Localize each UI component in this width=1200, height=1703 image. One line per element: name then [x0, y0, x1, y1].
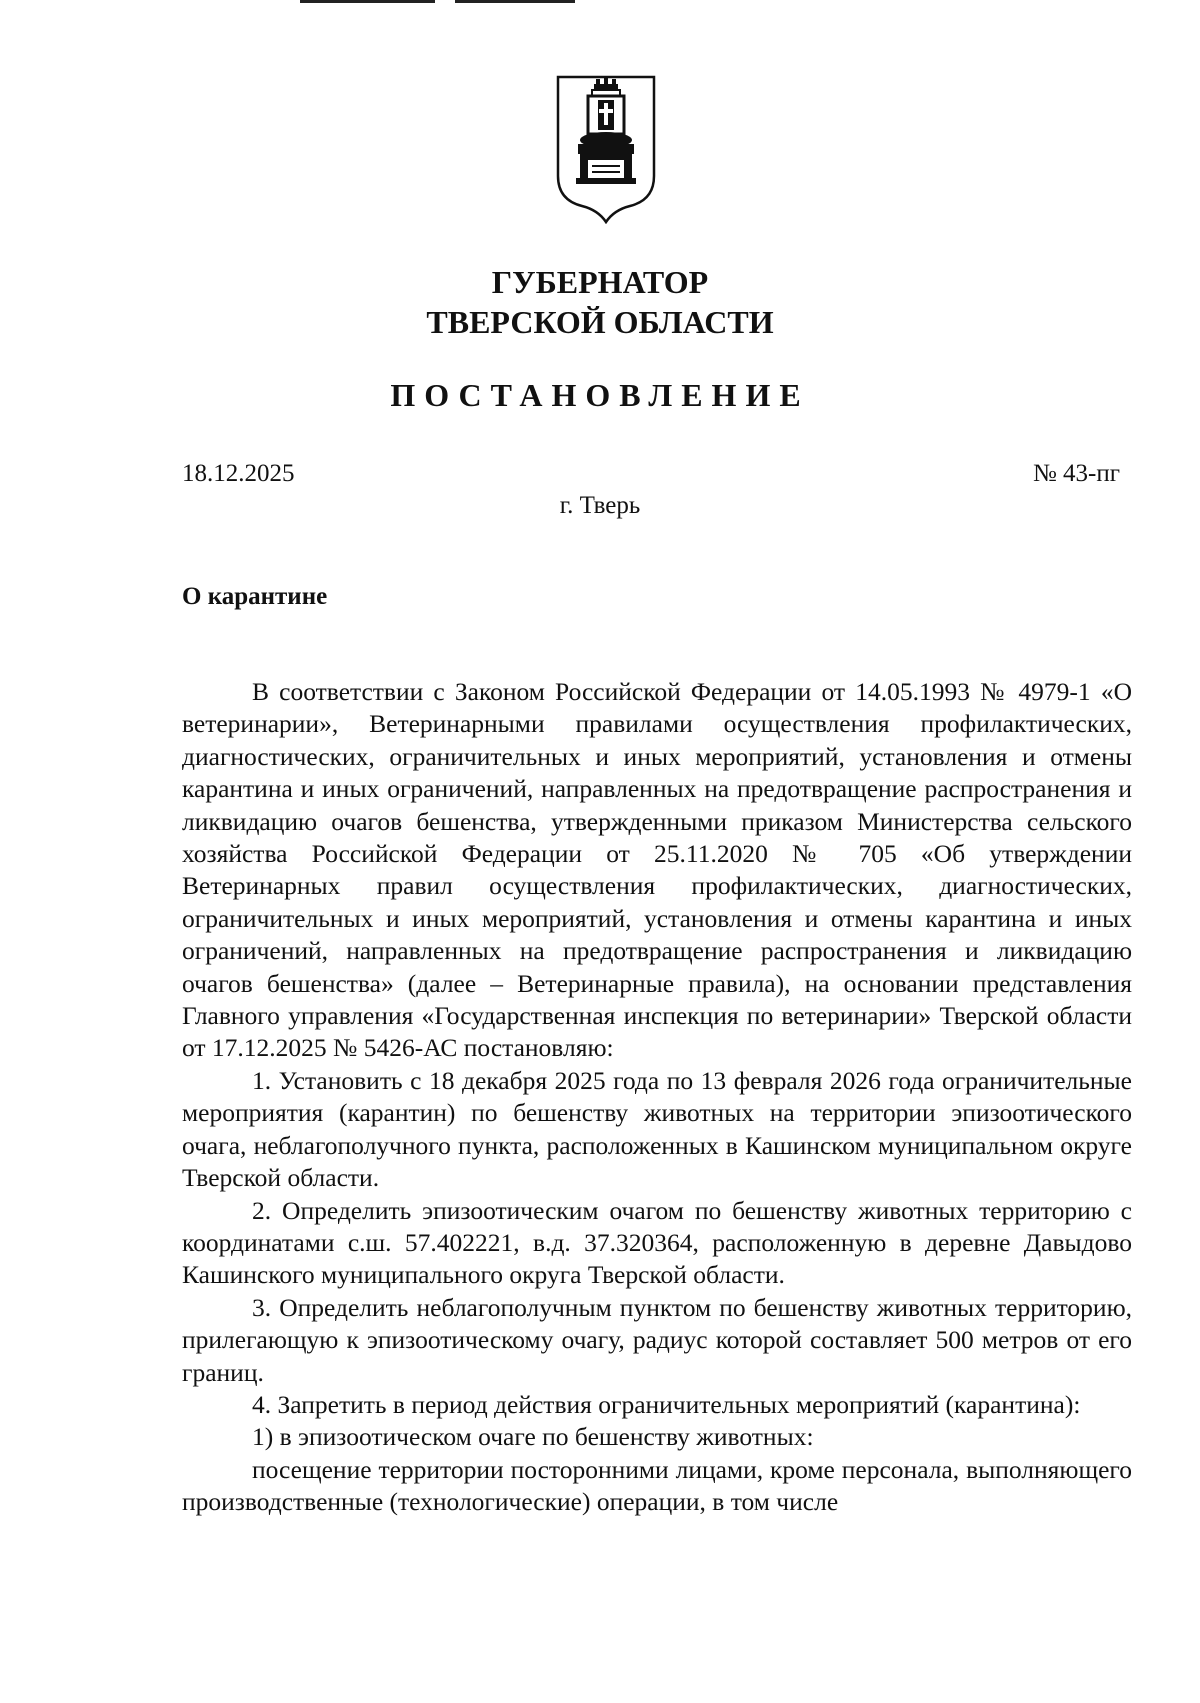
document-body [182, 676, 1132, 1519]
governor-title: ГУБЕРНАТОР [491, 264, 709, 300]
coat-of-arms-emblem [554, 74, 658, 224]
document-subject: О карантине [182, 583, 328, 610]
subclause-paragraph: 1) в эпизоотическом очаге по бешенству животных: [252, 1422, 814, 1452]
document-date: 18.12.2025 [182, 460, 295, 487]
clause-paragraph: 1. Установить с 18 декабря 2025 года по 13 февраля 2026 года ограничительные мероприятия (карантин) по бешенству животных на территории эпизоотического очага, неблагополучного пункта, расположенных в Кашинском муниципальном округе Тверской области. [182, 1065, 1132, 1193]
document-city: г. Тверь [559, 492, 641, 519]
scan-artifact [455, 0, 575, 3]
document-number: № 43-пг [1032, 460, 1120, 487]
preamble-paragraph: В соответствии с Законом Российской Федерации от 14.05.1993 № 4979-1 «О ветеринарии», Ветеринарными правилами осуществления профилактических, диагностических, ограничительных и иных мероприятий, установления и отмены карантина и иных ограничений, направленных на предотвращение распространения и ликвидацию очагов бешенства, утвержденными приказом Министерства сельского хозяйства Российской Федерации от 25.11.2020 № 705 «Об утверждении Ветеринарных правил осуществления профилактических, диагностических, ограничительных и иных мероприятий, установления и отмены карантина и иных ограничений, направленных на предотвращение распространения и ликвидацию очагов бешенства» (далее – Ветеринарные правила), на основании представления Главного управления «Государственная инспекция по ветеринарии» Тверской области от 17.12.2025 № 5426-АС постановляю: [182, 677, 1132, 1063]
subclause-paragraph: посещение территории посторонними лицами, кроме персонала, выполняющего производственные (технологические) операции, в том числе [182, 1454, 1132, 1517]
document-type: ПОСТАНОВЛЕНИЕ [390, 377, 810, 413]
region-title: ТВЕРСКОЙ ОБЛАСТИ [426, 304, 774, 340]
clause-paragraph: 4. Запретить в период действия ограничительных мероприятий (карантина): [252, 1389, 1081, 1419]
clause-paragraph: 3. Определить неблагополучным пунктом по бешенству животных территорию, прилегающую к эпизоотическому очагу, радиус которой составляет 500 метров от его границ. [182, 1292, 1132, 1387]
scan-artifact [300, 0, 435, 3]
clause-paragraph: 2. Определить эпизоотическим очагом по бешенству животных территорию с координатами с.ш. 57.402221, в.д. 37.320364, расположенную в деревне Давыдово Кашинского муниципального округа Тверской области. [182, 1195, 1132, 1290]
